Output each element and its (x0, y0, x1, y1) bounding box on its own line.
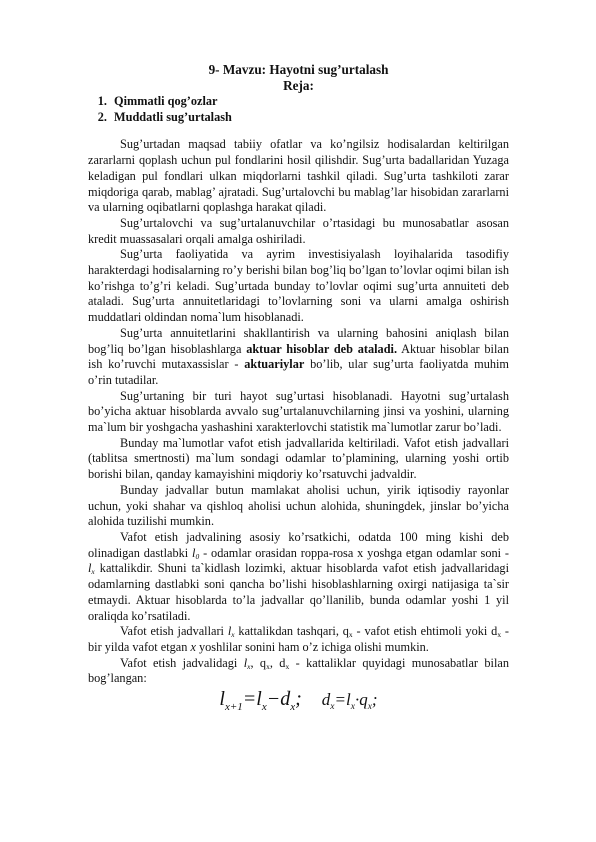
paragraph-4: Sug’urta annuitetlarini shakllantirish va ularning bahosini aniqlash bilan bog’liq bo’lgan hisoblashlarga aktuar hisoblar deb ataladi. Aktuar hisoblar bilan ish ko’ruvchi mutaxassislar - aktuariylar bo’lib, ular sug’urta faoliyatda muhim o’rin tutadilar. (88, 325, 509, 387)
paragraph-1: Sug’urtadan maqsad tabiiy ofatlar va ko’ngilsiz hodisalardan keltirilgan zararlarni qoplash uchun pul fondlarini hosil qilishdir. Sug’urta badallaridan Yuzaga keladigan pul fondlari ulkan miqdorlarni tashkil qiladi. Sug’urta tashkiloti zarar miqdoriga qarab, mablag’ ajratadi. Sug’urtalovchi bu mablag’lar hisobidan zararlarni va ularning oqibatlarni qoplashga harakat qiladi. (88, 137, 509, 215)
paragraph-5: Sug’urtaning bir turi hayot sug’urtasi hisoblanadi. Hayotni sug’urtalash bo’yicha aktuar hisoblarda avvalo sug’urtalanuvchilarning jinsi va yoshini, ularning ma`lum bir yoshgacha yashashini xarakterlovchi statistik ma`lumotlar zarur bo’ladi. (88, 388, 509, 435)
formula-line (88, 688, 509, 714)
paragraph-9: Vafot etish jadvallari $l_x$ kattalikdan tashqari, $q_x$ - vafot etish ehtimoli yoki $d_x$ - bir yilda vafot etgan x yoshlilar sonini ham o’z ichiga olishi mumkin. (88, 624, 510, 654)
paragraph-7: Bunday jadvallar butun mamlakat aholisi uchun, yirik iqtisodiy rayonlar uchun, yoki shahar va qishloq aholisi uchun alohida, shuningdek, jinslar bo’yicha alohida tuzilishi mumkin. (88, 482, 509, 529)
formula-lx-recurrence: $l_{x+1}=l_x-d_x$; (219, 688, 302, 714)
symbol-lx: $l_x$ (243, 655, 251, 671)
paragraph-10: Vafot etish jadvalidagi $l_x$, $q_x$, $d_x$ - kattaliklar quyidagi munosabatlar bilan bog’langan: (88, 655, 510, 686)
plan-item-2: 2. Muddatli sug’urtalash (110, 110, 509, 126)
paragraph-8: Vafot etish jadvalining asosiy ko’rsatkichi, odatda 100 ming kishi deb olinadigan dastlabki $l_0$ - odamlar orasidan roppa-rosa x yoshga etgan odamlar soni - $l_x$ kattalikdir. Shuni ta`kidlash lozimki, aktuar hisoblarda vafot etish jadvallaridagi odamlarning dastlabki soni qancha bo’lishi hisoblashlarning oxirgi natijasiga ta`sir etmaydi. Aktuar hisoblarda to’la jadvallar qo’llanilib, bunda odamlar yoshi 1 yil oraliqda ko’rsatiladi. (88, 529, 509, 623)
document-title: 9- Mavzu: Hayotni sug’urtalash (208, 62, 389, 77)
paragraph-3: Sug’urta faoliyatida va ayrim investisiyalash loyihalarida tasodifiy harakterdagi hodisalarning ro’y berishi bilan bog’liq bo’lgan to’lovlar oqimi bilan ish ko’rishga to’g’ri keladi. Sug’urtada bunday to’lovlar oqimi sug’urta annuiteti deb ataladi. Sug’urta annuitetlaridagi to’lovlarning soni va ularni amalga oshirish muddatlari oldindan noma`lum hisoblanadi. (88, 247, 509, 325)
symbol-l0: $l_0$ (192, 545, 200, 561)
symbol-lx: $l_x$ (227, 624, 235, 640)
paragraph-6: Bunday ma`lumotlar vafot etish jadvallarida keltiriladi. Vafot etish jadvallari (tablitsa smertnosti) ma`lum sondagi odamlar to’plamining, ularning yoshi ortib borishi bilan, qanday kamayishini miqdoriy ko’rsatuvchi jadvaldir. (88, 435, 509, 482)
formula-dx-product: $d_x=l_x\cdot q_x$; (321, 690, 378, 713)
plan-list (88, 94, 509, 125)
symbol-x: x (190, 639, 196, 654)
term-aktuar-hisoblar: aktuar hisoblar deb ataladi. (246, 341, 398, 356)
document-page (88, 62, 510, 714)
paragraph-2: Sug’urtalovchi va sug’urtalanuvchilar o’rtasidagi bu munosabatlar asosan kredit muassasalari orqali amalga oshiriladi. (88, 215, 509, 246)
term-aktuariylar: aktuariylar (244, 357, 305, 372)
plan-heading: Reja: (283, 78, 314, 93)
symbol-lx: $l_x$ (88, 561, 95, 577)
plan-item-1: 1. Qimmatli qog’ozlar (110, 94, 509, 110)
